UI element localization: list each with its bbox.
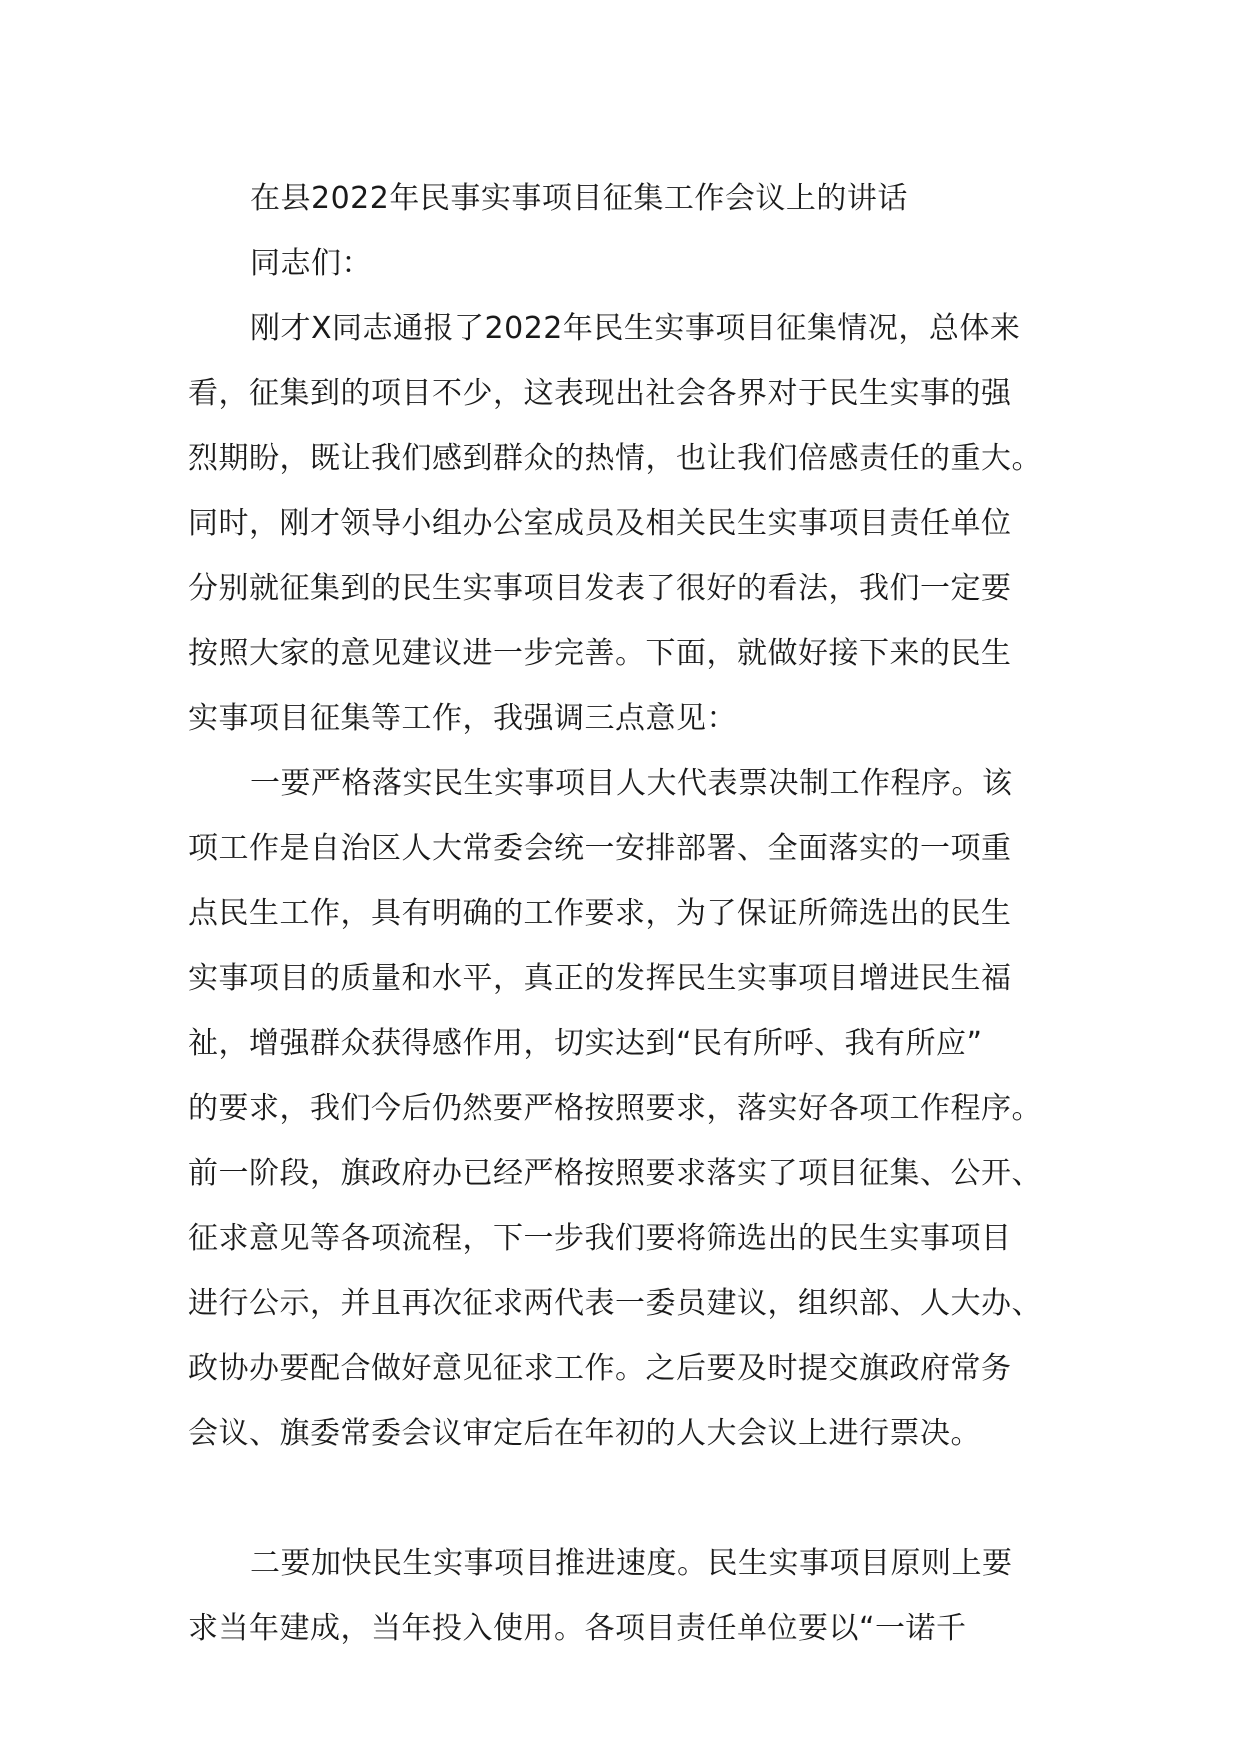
paragraph-3-line-2: 求当年建成，当年投入使用。各项目责任单位要以“一诺千	[188, 1611, 967, 1646]
paragraph-2-line-7: 前一阶段，旗政府办已经严格按照要求落实了项目征集、公开、	[188, 1156, 1042, 1191]
paragraph-2-line-6: 的要求，我们今后仍然要严格按照要求，落实好各项工作程序。	[188, 1091, 1042, 1126]
paragraph-2-line-11: 会议、旗委常委会议审定后在年初的人大会议上进行票决。	[188, 1416, 981, 1451]
salutation: 同志们：	[250, 246, 372, 281]
paragraph-2-line-3: 点民生工作，具有明确的工作要求，为了保证所筛选出的民生	[188, 896, 1012, 931]
document-title: 在县2022年民事实事项目征集工作会议上的讲话	[250, 181, 908, 216]
paragraph-2-line-8: 征求意见等各项流程，下一步我们要将筛选出的民生实事项目	[188, 1221, 1012, 1256]
paragraph-3-line-1: 二要加快民生实事项目推进速度。民生实事项目原则上要	[250, 1546, 1013, 1581]
paragraph-2-line-12	[188, 1466, 1068, 1531]
paragraph-2-line-1: 一要严格落实民生实事项目人大代表票决制工作程序。该	[250, 766, 1013, 801]
paragraph-1-line-1: 刚才X同志通报了2022年民生实事项目征集情况，总体来	[250, 311, 1021, 346]
document-body	[188, 166, 1068, 1661]
paragraph-1-line-4: 同时，刚才领导小组办公室成员及相关民生实事项目责任单位	[188, 506, 1012, 541]
paragraph-1-line-6: 按照大家的意见建议进一步完善。下面，就做好接下来的民生	[188, 636, 1012, 671]
paragraph-1-line-3: 烈期盼，既让我们感到群众的热情，也让我们倍感责任的重大。	[188, 441, 1042, 476]
paragraph-2-line-9: 进行公示，并且再次征求两代表一委员建议，组织部、人大办、	[188, 1286, 1042, 1321]
paragraph-2-line-4: 实事项目的质量和水平，真正的发挥民生实事项目增进民生福	[188, 961, 1012, 996]
paragraph-1-line-5: 分别就征集到的民生实事项目发表了很好的看法，我们一定要	[188, 571, 1012, 606]
paragraph-2-line-10: 政协办要配合做好意见征求工作。之后要及时提交旗政府常务	[188, 1351, 1012, 1386]
paragraph-1-line-7: 实事项目征集等工作，我强调三点意见：	[188, 701, 737, 736]
paragraph-1-line-2: 看，征集到的项目不少，这表现出社会各界对于民生实事的强	[188, 376, 1012, 411]
paragraph-2-line-2: 项工作是自治区人大常委会统一安排部署、全面落实的一项重	[188, 831, 1012, 866]
paragraph-2-line-5: 祉，增强群众获得感作用，切实达到“民有所呼、我有所应”	[188, 1026, 983, 1061]
